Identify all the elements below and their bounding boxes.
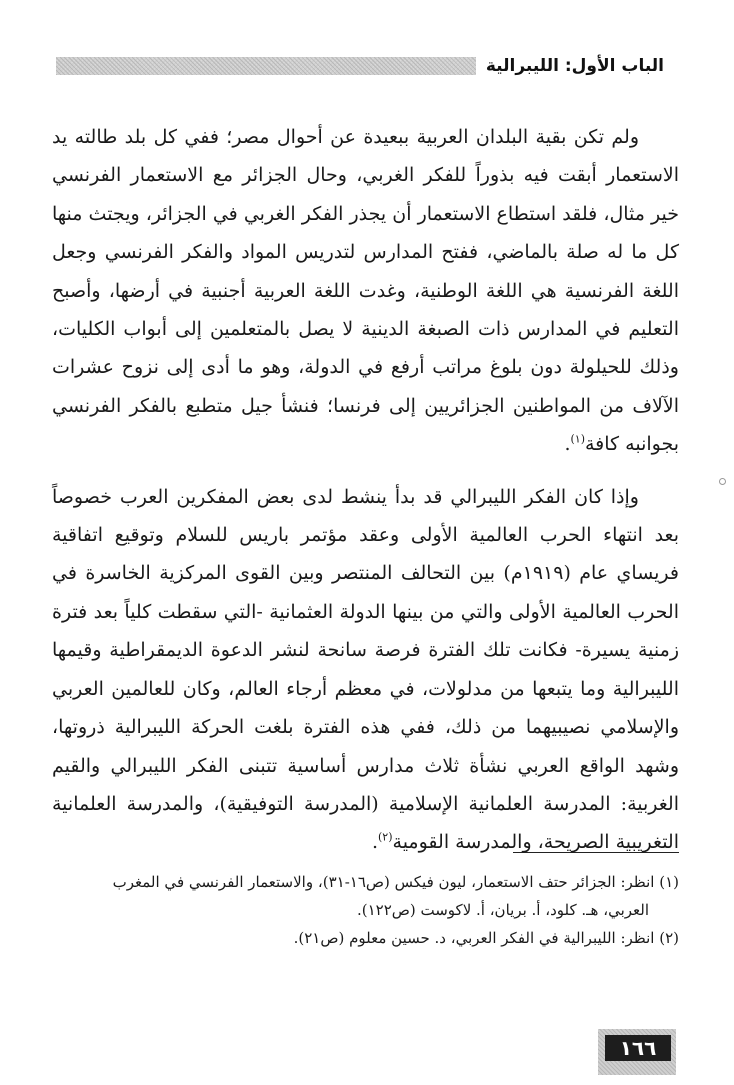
paragraph-end: . xyxy=(371,831,378,854)
footnote-line: (٢) انظر: الليبرالية في الفكر العربي، د. حسين معلوم (ص٢١). xyxy=(293,929,679,947)
paragraph-text: وإذا كان الفكر الليبرالي قد بدأ ينشط لدى بعض المفكرين العرب خصوصاً بعد انتهاء الحرب العالمية الأولى وعقد مؤتمر باريس للسلام وتوقيع اتفاقية فريساي عام (١٩١٩م) بين التحالف المنتصر وبين القوى المركزية الخاسرة في الحرب العالمية الأولى والتي من بينها الدولة العثمانية -التي سقطت كلياً بعد فترة زمنية يسيرة- فكانت تلك الفترة فرصة سانحة لنشر الدعوة الديمقراطية وقيمها الليبرالية وما يتبعها من مدلولات، في معظم أرجاء العالم، وكان للعالمين العربي والإسلامي نصيبيهما من ذلك، ففي هذه الفترة بلغت الحركة الليبرالية ذروتها، وشهد الواقع العربي نشأة ثلاث مدارس أساسية تتبنى الفكر الليبرالي والقيم الغربية: المدرسة العلمانية الإسلامية (المدرسة التوفيقية)، والمدرسة العلمانية التغريبية الصريحة، والمدرسة القومية xyxy=(52,485,679,854)
page-edge-mark xyxy=(719,478,726,485)
page-number-box xyxy=(598,1029,676,1075)
footnote-ref[interactable]: (٢) xyxy=(378,830,393,844)
main-text xyxy=(52,118,679,862)
footnote-line: (١) انظر: الجزائر حتف الاستعمار، ليون فيكس (ص١٦-٣١)، والاستعمار الفرنسي في المغرب xyxy=(112,873,679,891)
page-number: ١٦٦ xyxy=(605,1035,671,1061)
footnote-line: العربي، هـ. كلود، أ. بريان، أ. لاكوست (ص١٢٢). xyxy=(356,901,649,919)
paragraph-text: ولم تكن بقية البلدان العربية ببعيدة عن أحوال مصر؛ ففي كل بلد طالته يد الاستعمار أبقت فيه بذوراً للفكر الغربي، وحال الجزائر مع الاستعمار الفرنسي خير مثال، فلقد استطاع الاستعمار أن يجذر الفكر الغربي في الجزائر، ويجتث منها كل ما له صلة بالماضي، ففتح المدارس لتدريس المواد والفكر الفرنسي وجعل اللغة الفرنسية هي اللغة الوطنية، وغدت اللغة العربية أجنبية في أرضها، وأصبح التعليم في المدارس ذات الصبغة الدينية لا يصل بالمتعلمين إلى أبواب الكليات، وذلك للحيلولة دون بلوغ مراتب أرفع في الدولة، وهو ما أدى إلى نزوح عشرات الآلاف من المواطنين الجزائريين إلى فرنسا؛ فنشأ جيل متطبع بالفكر الفرنسي بجوانبه كافة xyxy=(52,126,679,456)
footnote-separator xyxy=(513,852,679,853)
paragraph-end: . xyxy=(564,433,571,456)
footnotes xyxy=(52,868,679,952)
chapter-title: الباب الأول: الليبرالية xyxy=(485,56,664,76)
running-header xyxy=(56,52,664,80)
paragraph xyxy=(52,118,679,464)
header-decorative-bar xyxy=(56,57,476,75)
footnote-ref[interactable]: (١) xyxy=(570,432,585,446)
paragraph xyxy=(52,478,679,862)
